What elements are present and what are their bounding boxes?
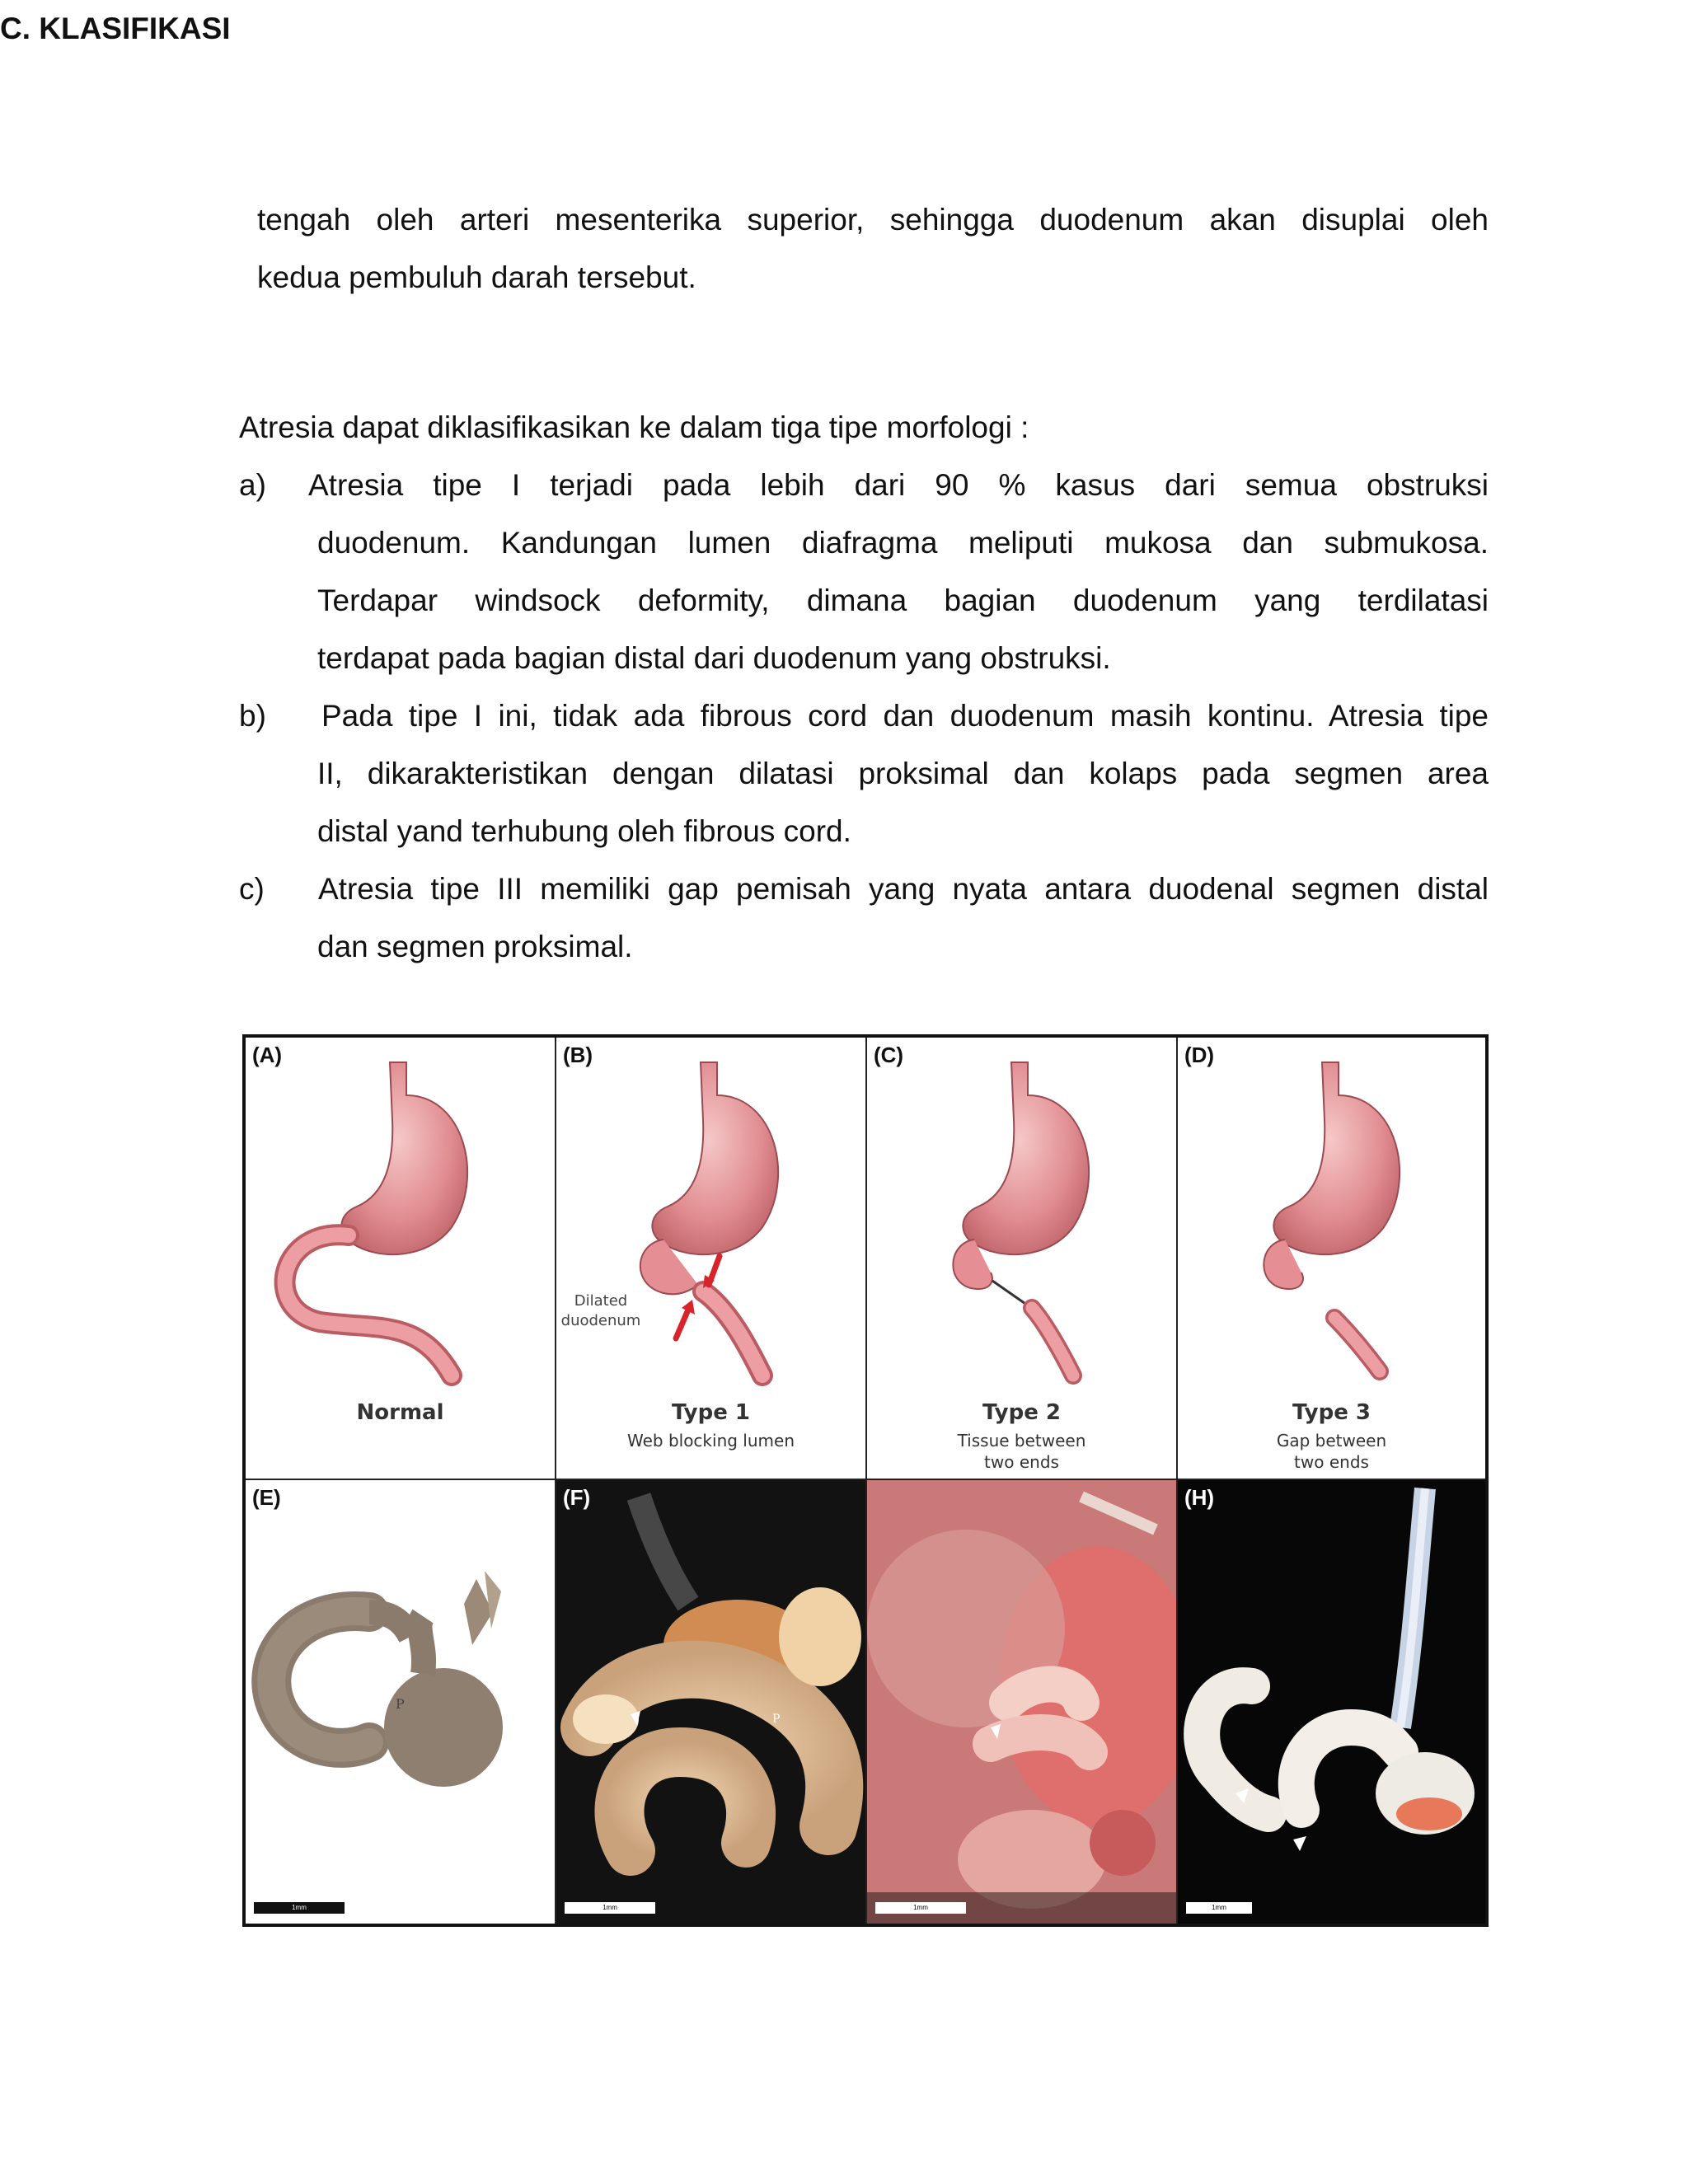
region-marker: P [772,1713,781,1726]
paragraph-line: tengah oleh arteri mesenterika superior, sehingga duodenum akan disuplai oleh [257,203,1489,237]
panel-subtitle [1178,1430,1485,1473]
type3-stomach-illustration [1178,1038,1485,1392]
normal-stomach-illustration [246,1038,556,1392]
list-label: c) [239,872,265,906]
list-item-line: distal yand terhubung oleh fibrous cord. [317,814,851,848]
panel-g-photo [867,1480,1178,1924]
subtitle-line: two ends [984,1452,1059,1472]
panel-h-photo [1178,1480,1485,1924]
scale-bar [254,1902,345,1914]
panel-b-type1 [556,1038,867,1480]
list-label: a) [239,468,266,502]
scale-label: 1mm [292,1904,307,1911]
scale-bar [565,1902,655,1914]
panel-title: Normal [356,1400,444,1425]
panel-title: Type 3 [1292,1400,1371,1425]
list-item-first-line: Atresia tipe I terjadi pada lebih dari 90 % kasus dari semua obstruksi [308,468,1489,502]
list-item-line: II, dikarakteristikan dengan dilatasi proksimal dan kolaps pada segmen area [317,757,1489,790]
list-label: b) [239,699,266,733]
panel-title: Type 2 [982,1400,1061,1425]
panel-a-normal [246,1038,556,1480]
panel-label: (B) [563,1043,593,1067]
panel-e-photo [246,1480,556,1924]
annotation-dilated-duodenum [560,1291,642,1331]
specimen-photo-f [556,1480,867,1924]
scale-label: 1mm [913,1904,928,1911]
subtitle-line: two ends [1294,1452,1369,1472]
panel-d-type3 [1178,1038,1485,1480]
panel-c-type2 [867,1038,1178,1480]
panel-label: (D) [1184,1043,1215,1067]
scale-bar [875,1902,966,1914]
panel-label: (E) [252,1485,281,1510]
specimen-photo-g [867,1480,1178,1924]
paragraph-line: kedua pembuluh darah tersebut. [257,260,696,294]
panel-title: Type 1 [672,1400,750,1425]
list-item-line: terdapat pada bagian distal dari duodenum yang obstruksi. [317,641,1111,675]
subtitle-line: Tissue between [957,1431,1086,1451]
panel-label: (H) [1184,1485,1215,1510]
list-item-line: Terdapar windsock deformity, dimana bagian duodenum yang terdilatasi [317,583,1489,617]
panel-subtitle [867,1430,1176,1473]
specimen-photo-h [1178,1480,1485,1924]
duodenal-atresia-figure [242,1034,1489,1927]
section-heading: C. KLASIFIKASI [0,12,231,45]
region-marker: P [396,1696,405,1712]
panel-label: (A) [252,1043,283,1067]
type1-stomach-illustration [556,1038,867,1392]
scale-label: 1mm [603,1904,617,1911]
panel-subtitle: Web blocking lumen [626,1431,795,1451]
scale-label: 1mm [1212,1904,1226,1911]
list-item-line: duodenum. Kandungan lumen diafragma meliputi mukosa dan submukosa. [317,526,1489,560]
section-intro: Atresia dapat diklasifikasikan ke dalam tiga tipe morfologi : [239,410,1029,444]
panel-label: (F) [563,1485,591,1510]
list-item-first-line: Pada tipe I ini, tidak ada fibrous cord dan duodenum masih kontinu. Atresia tipe [321,699,1489,733]
type2-stomach-illustration [867,1038,1178,1392]
panel-label: (C) [874,1043,904,1067]
list-item-first-line: Atresia tipe III memiliki gap pemisah yang nyata antara duodenal segmen distal [318,872,1489,906]
annotation-line: Dilated [574,1292,628,1310]
panel-f-photo [556,1480,867,1924]
annotation-line: duodenum [560,1312,641,1329]
scale-bar [1186,1902,1252,1914]
list-item-line: dan segmen proksimal. [317,930,633,963]
subtitle-line: Gap between [1276,1431,1387,1451]
